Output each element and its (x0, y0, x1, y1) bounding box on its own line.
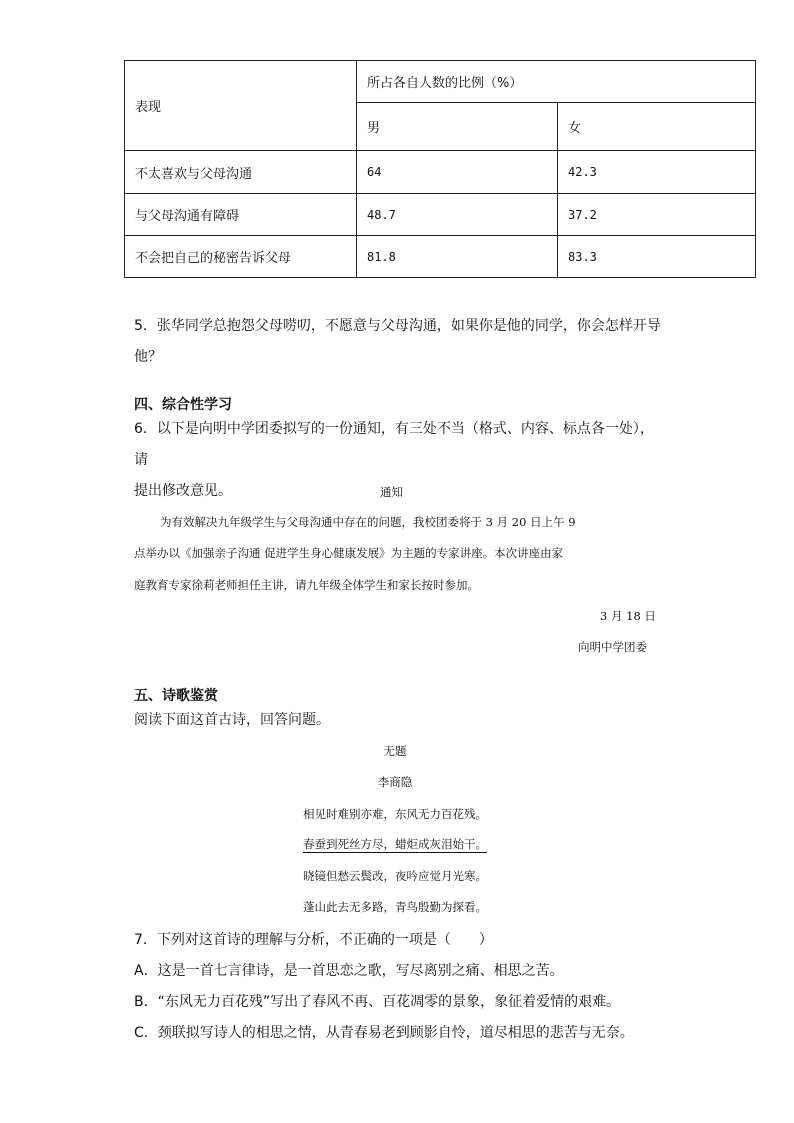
row-female-value: 83.3 (558, 236, 756, 278)
question-5-line2: 他？ (134, 349, 162, 365)
notice-line3: 庭教育专家徐莉老师担任主讲，请九年级全体学生和家长按时参加。 (134, 578, 479, 592)
question-5-line1: 5．张华同学总抱怨父母唠叨，不愿意与父母沟通，如果你是他的同学，你会怎样开导 (134, 318, 661, 334)
table-row (125, 194, 756, 236)
poem-line-3: 晓镜但愁云鬓改，夜吟应觉月光寒。 (303, 869, 487, 883)
reading-intro: 阅读下面这首古诗，回答问题。 (134, 712, 330, 728)
poem-line-4: 蓬山此去无多路，青鸟殷勤为探看。 (303, 900, 487, 914)
row-male-value: 48.7 (357, 194, 558, 236)
question-6-line2: 提出修改意见。 (134, 483, 232, 499)
poem-author: 李商隐 (377, 775, 413, 789)
question-7 (134, 925, 694, 1049)
table-row (125, 151, 756, 194)
table-col-female: 女 (558, 103, 756, 151)
notice-title: 通知 (380, 485, 403, 499)
row-label: 不会把自己的秘密告诉父母 (125, 236, 357, 278)
survey-table (124, 60, 756, 278)
poem-line-1: 相见时难别亦难，东风无力百花残。 (303, 807, 487, 821)
row-label: 不太喜欢与父母沟通 (125, 151, 357, 194)
poem-line-2: 春蚕到死丝方尽，蜡炬成灰泪始干。 (303, 837, 487, 851)
row-female-value: 37.2 (558, 194, 756, 236)
row-label: 与父母沟通有障碍 (125, 194, 357, 236)
table-col-male: 男 (357, 103, 558, 151)
option-b: B．“东风无力百花残”写出了春风不再、百花凋零的景象，象征着爱情的艰难。 (134, 994, 621, 1010)
option-a: A．这是一首七言律诗，是一首思恋之歌，写尽离别之痛、相思之苦。 (134, 963, 564, 979)
notice-signature: 向明中学团委 (578, 640, 647, 654)
row-male-value: 64 (357, 151, 558, 194)
notice-line1: 为有效解决九年级学生与父母沟通中存在的问题，我校团委将于 3 月 20 日上午 9 (160, 515, 576, 529)
question-7-stem: 7．下列对这首诗的理解与分析，不正确的一项是（ ） (134, 932, 493, 948)
question-5 (134, 311, 664, 373)
notice-date: 3 月 18 日 (600, 609, 656, 623)
question-6-line1: 6．以下是向明中学团委拟写的一份通知，有三处不当（格式、内容、标点各一处），请 (134, 421, 654, 468)
section-heading-4: 四、综合性学习 (134, 397, 232, 413)
poem-title: 无题 (383, 744, 407, 758)
row-female-value: 42.3 (558, 151, 756, 194)
table-header-label: 表现 (125, 61, 357, 151)
table-header-group: 所占各自人数的比例（%） (357, 61, 756, 103)
table-row (125, 236, 756, 278)
poem-line-2-wrap (200, 836, 590, 852)
section-heading-5: 五、诗歌鉴赏 (134, 688, 218, 704)
option-c: C．颈联拟写诗人的相思之情，从青春易老到顾影自怜，道尽相思的悲苦与无奈。 (134, 1025, 634, 1041)
notice-line2: 点举办以《加强亲子沟通 促进学生身心健康发展》为主题的专家讲座。本次讲座由家 (134, 546, 564, 560)
row-male-value: 81.8 (357, 236, 558, 278)
